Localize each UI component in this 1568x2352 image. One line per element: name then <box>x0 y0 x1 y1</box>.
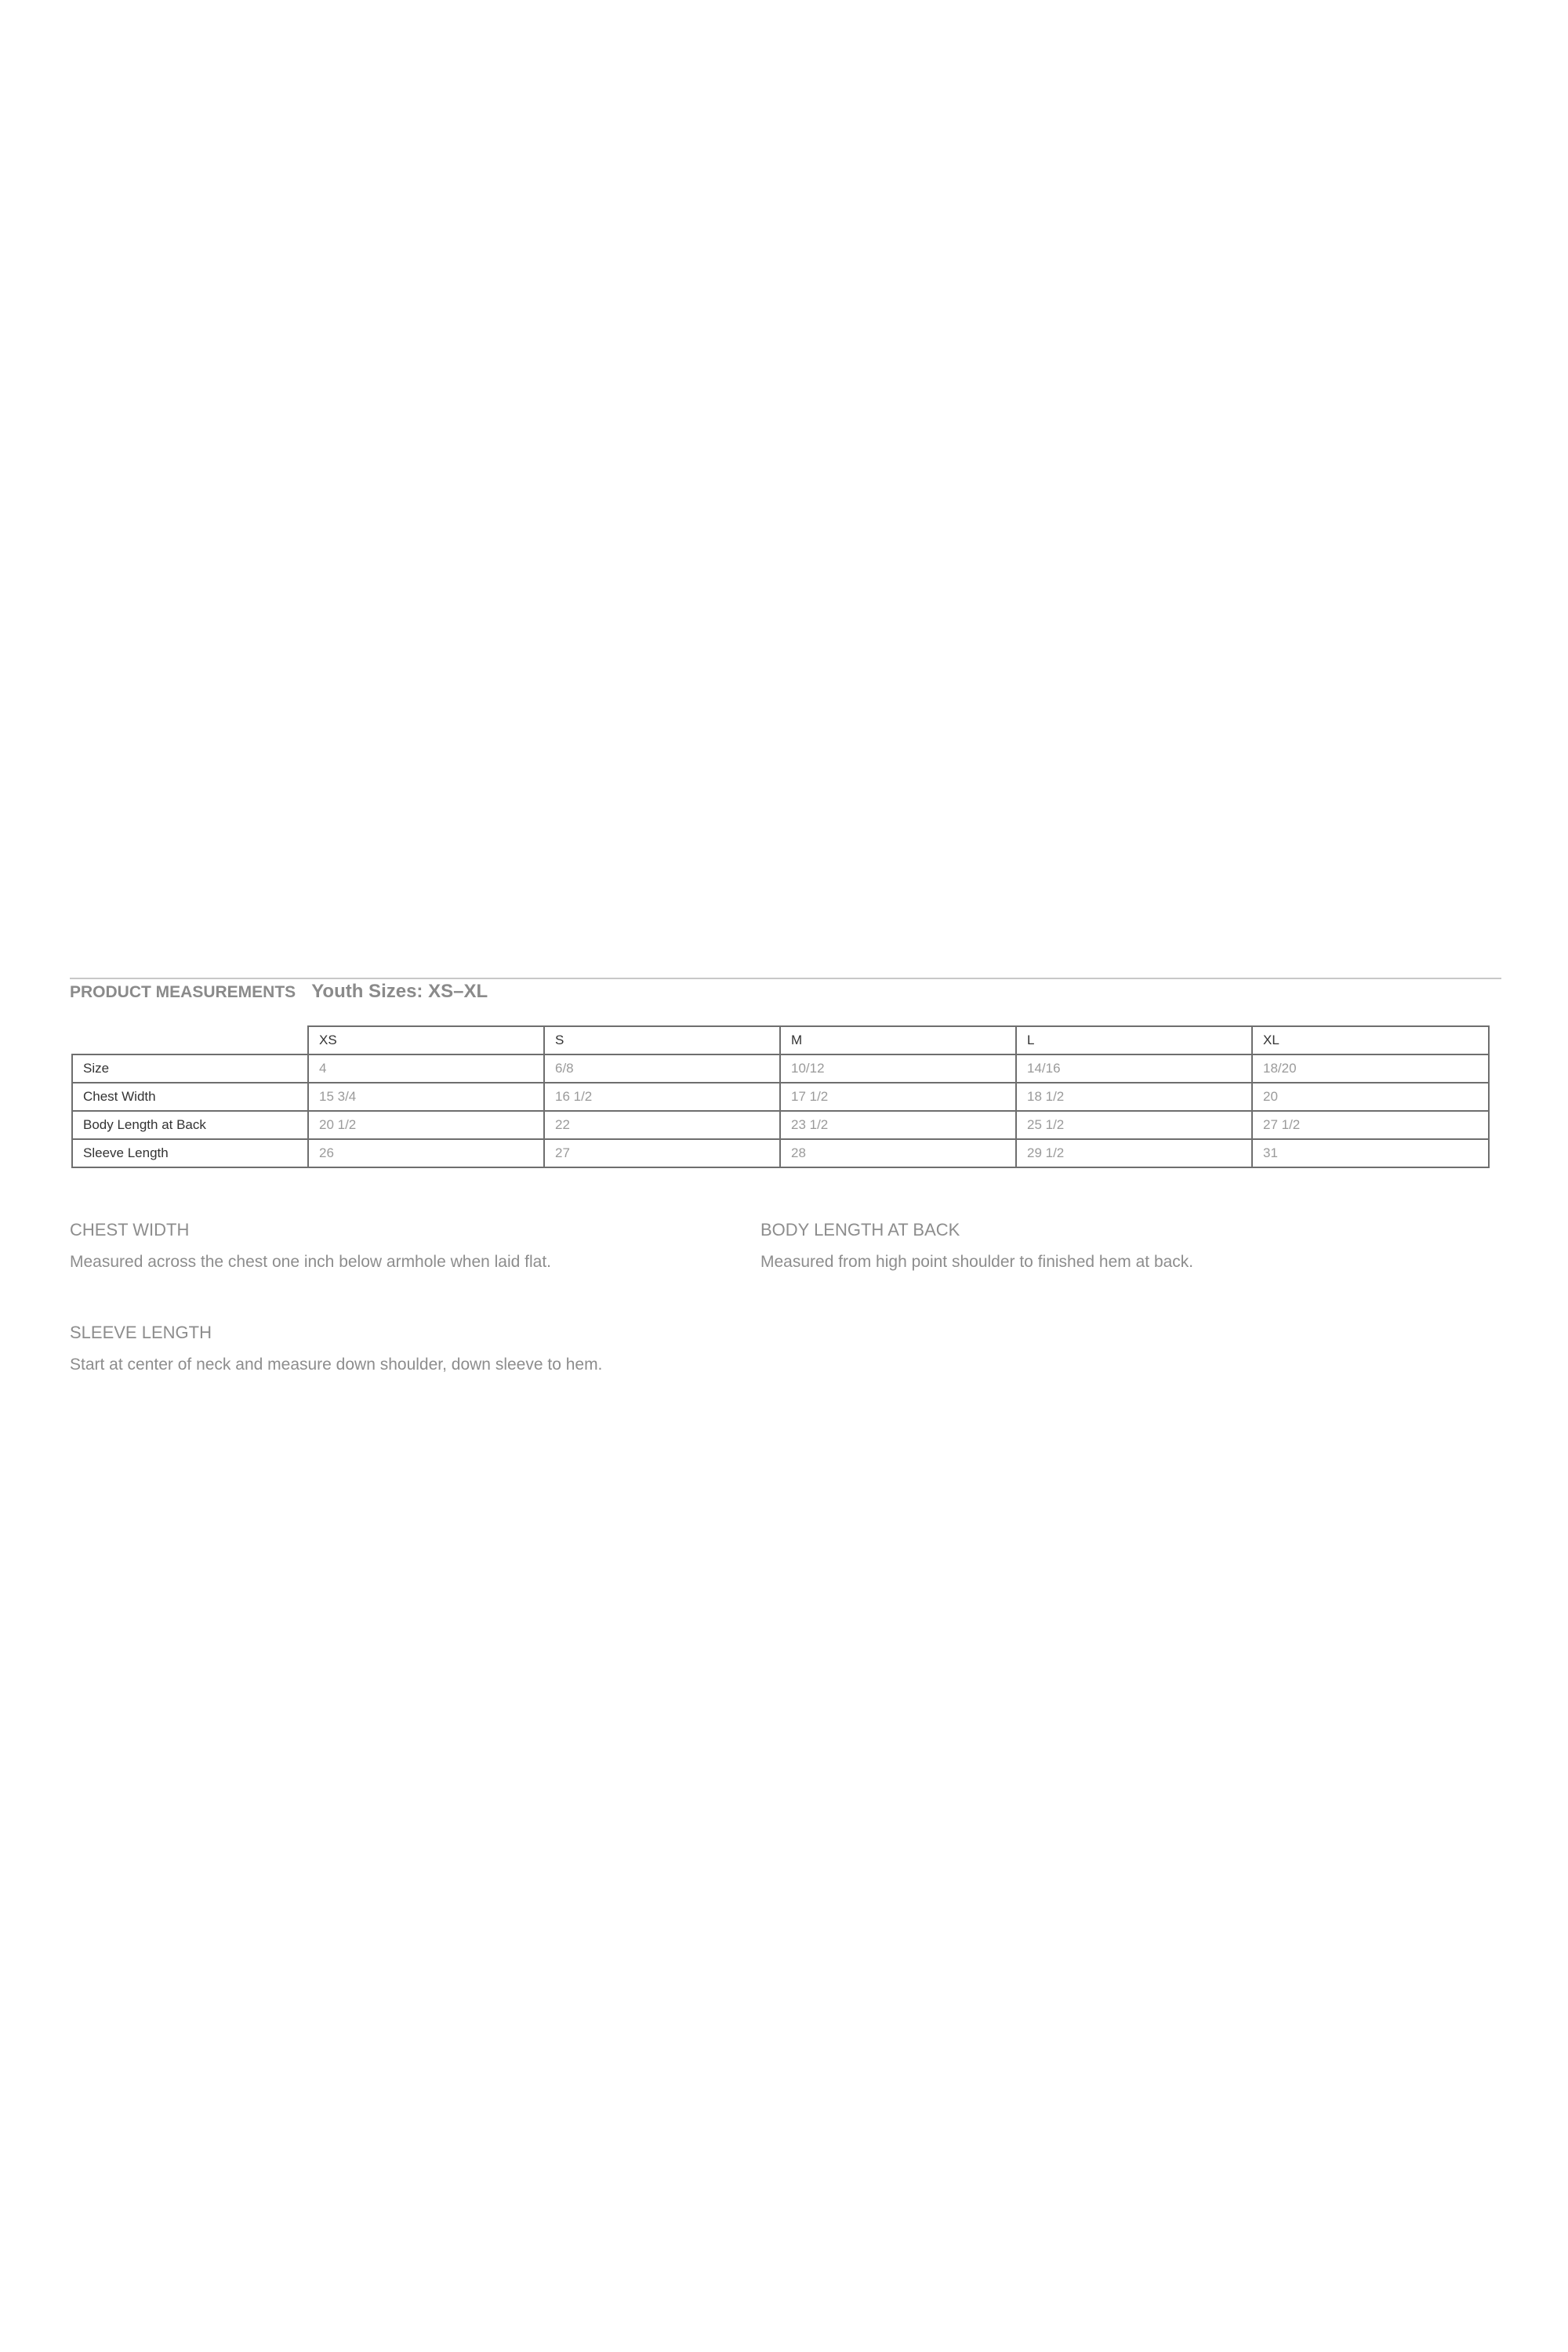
table-cell: 25 1/2 <box>1016 1111 1252 1139</box>
table-cell: 18/20 <box>1252 1054 1489 1083</box>
table-row <box>72 1054 1489 1083</box>
size-chart-table <box>71 1025 1490 1168</box>
body-length-title: BODY LENGTH AT BACK <box>760 1220 960 1240</box>
table-cell: 29 1/2 <box>1016 1139 1252 1167</box>
row-label-chest-width: Chest Width <box>72 1083 308 1111</box>
table-cell: 22 <box>544 1111 780 1139</box>
table-cell: 4 <box>308 1054 544 1083</box>
top-divider <box>70 978 1501 979</box>
table-corner-cell <box>72 1026 308 1054</box>
table-cell: 18 1/2 <box>1016 1083 1252 1111</box>
column-header-s: S <box>544 1026 780 1054</box>
body-length-description: Measured from high point shoulder to finished hem at back. <box>760 1253 1194 1272</box>
table-row <box>72 1111 1489 1139</box>
table-cell: 6/8 <box>544 1054 780 1083</box>
sleeve-length-description: Start at center of neck and measure down shoulder, down sleeve to hem. <box>70 1356 603 1374</box>
column-header-m: M <box>780 1026 1016 1054</box>
table-cell: 26 <box>308 1139 544 1167</box>
table-cell: 31 <box>1252 1139 1489 1167</box>
table-cell: 28 <box>780 1139 1016 1167</box>
column-header-xl: XL <box>1252 1026 1489 1054</box>
column-header-xs: XS <box>308 1026 544 1054</box>
row-label-body-length: Body Length at Back <box>72 1111 308 1139</box>
column-header-l: L <box>1016 1026 1252 1054</box>
table-row <box>72 1083 1489 1111</box>
measurements-heading <box>70 981 1501 1009</box>
table-cell: 16 1/2 <box>544 1083 780 1111</box>
page-title: PRODUCT MEASUREMENTS <box>70 983 296 1001</box>
table-cell: 15 3/4 <box>308 1083 544 1111</box>
chest-width-description: Measured across the chest one inch below armhole when laid flat. <box>70 1253 552 1272</box>
chest-width-note <box>70 1221 744 1272</box>
page-subtitle: Youth Sizes: XS–XL <box>311 981 488 1002</box>
table-cell: 17 1/2 <box>780 1083 1016 1111</box>
row-label-size: Size <box>72 1054 308 1083</box>
table-cell: 20 1/2 <box>308 1111 544 1139</box>
chest-width-title: CHEST WIDTH <box>70 1220 190 1240</box>
table-cell: 10/12 <box>780 1054 1016 1083</box>
table-cell: 27 1/2 <box>1252 1111 1489 1139</box>
body-length-note <box>760 1221 1435 1272</box>
sleeve-length-title: SLEEVE LENGTH <box>70 1323 212 1342</box>
row-label-sleeve-length: Sleeve Length <box>72 1139 308 1167</box>
size-header-row <box>72 1026 1489 1054</box>
table-cell: 14/16 <box>1016 1054 1252 1083</box>
sleeve-length-note <box>70 1323 744 1374</box>
table-cell: 27 <box>544 1139 780 1167</box>
table-cell: 20 <box>1252 1083 1489 1111</box>
table-row <box>72 1139 1489 1167</box>
table-cell: 23 1/2 <box>780 1111 1016 1139</box>
